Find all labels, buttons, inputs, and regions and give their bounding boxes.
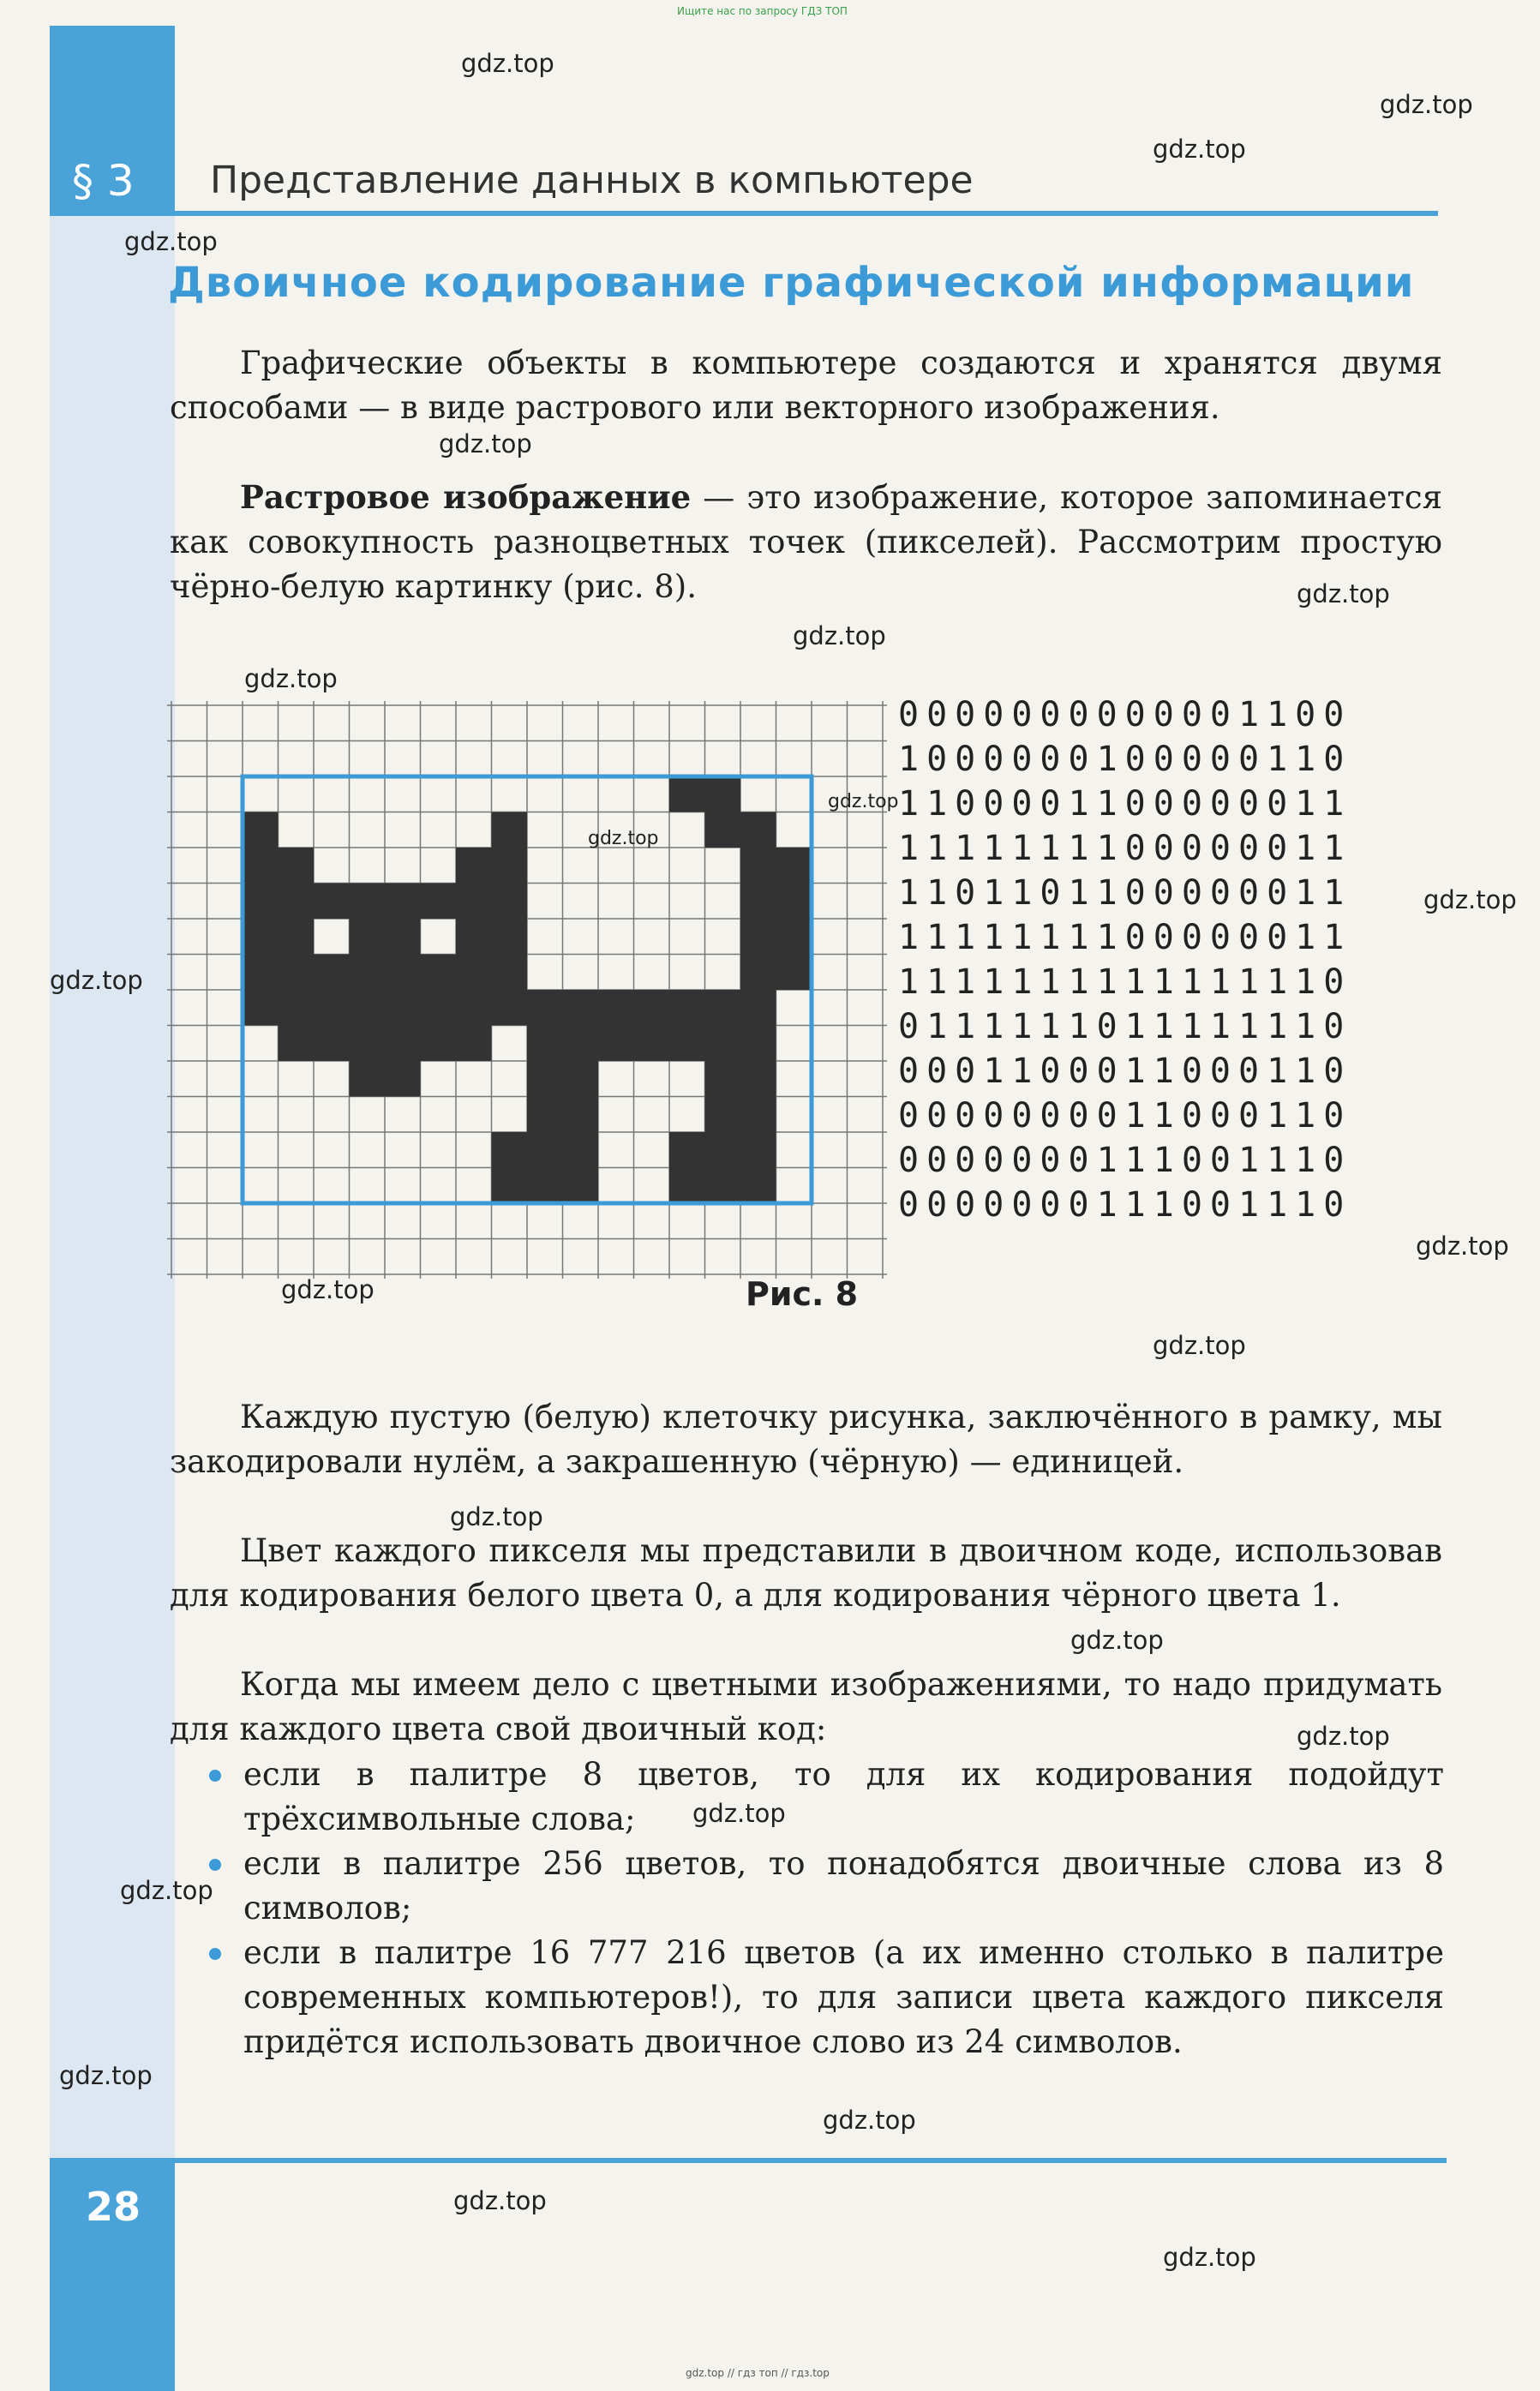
page-number: 28 [86,2184,141,2230]
watermark: gdz.top [461,49,554,78]
watermark: gdz.top [453,2186,547,2215]
black-pixel [421,1026,457,1062]
black-pixel [492,1132,528,1168]
black-pixel [669,1168,705,1204]
black-pixel [279,955,315,991]
watermark: gdz.top [1423,885,1517,914]
black-pixel [563,1097,599,1133]
raster-definition-text: — это изображение, которое запоминается как совокупность разноцветных точек (пикселей). Рассмотрим простую чёрно-белую картинку (рис. 8). [170,479,1442,605]
black-pixel [740,1168,776,1204]
black-pixel [740,1026,776,1062]
black-pixel [776,884,812,920]
section-number: § 3 [72,156,135,206]
black-pixel [776,848,812,884]
black-pixel [563,1026,599,1062]
black-pixel [740,812,776,848]
black-pixel [740,1061,776,1097]
bullet-item: если в палитре 8 цветов, то для их кодирования подойдут трёхсимвольные слова; [206,1753,1444,1842]
black-pixel [279,848,315,884]
black-pixel [740,1097,776,1133]
watermark: gdz.top [59,2061,153,2090]
black-pixel [385,884,421,920]
black-pixel [669,776,705,812]
black-pixel [279,884,315,920]
watermark: gdz.top [1163,2243,1256,2272]
palette-bullet-list [206,1753,1444,2064]
black-pixel [705,812,741,848]
black-pixel [563,1061,599,1097]
bullet-item: если в палитре 256 цветов, то понадобятся двоичные слова из 8 символов; [206,1842,1444,1931]
black-pixel [279,1026,315,1062]
binary-code-listing [898,692,1351,1227]
black-pixel [314,884,350,920]
black-pixel [350,955,386,991]
black-pixel [705,1061,741,1097]
black-pixel [563,1132,599,1168]
watermark: gdz.top [828,791,899,812]
binary-code-row: 0000000111001110 [898,1185,1352,1225]
binary-code-row: 1111111100000011 [898,918,1352,957]
black-pixel [527,1061,563,1097]
black-pixel [456,1026,492,1062]
black-pixel [634,1026,670,1062]
watermark: gdz.top [1380,90,1473,119]
binary-code-row: 1111111100000011 [898,829,1352,868]
black-pixel [527,1026,563,1062]
black-pixel [492,1168,528,1204]
black-pixel [385,1061,421,1097]
black-pixel [492,990,528,1026]
black-pixel [314,955,350,991]
black-pixel [456,990,492,1026]
black-pixel [669,1132,705,1168]
black-pixel [456,848,492,884]
binary-code-row: 0000000011000110 [898,1096,1352,1136]
top-note: Ищите нас по запросу ГДЗ ТОП [677,5,848,17]
watermark: gdz.top [793,621,886,650]
black-pixel [243,884,279,920]
black-pixel [456,919,492,955]
black-pixel [314,1026,350,1062]
watermark: gdz.top [120,1876,213,1905]
binary-code-row: 1000000100000110 [898,740,1352,779]
black-pixel [563,1168,599,1204]
black-pixel [598,1026,634,1062]
black-pixel [314,990,350,1026]
black-pixel [740,955,776,991]
black-pixel [492,919,528,955]
footer-rule [50,2158,1447,2163]
watermark: gdz.top [823,2106,916,2135]
black-pixel [705,1168,741,1204]
paragraph-intro: Графические объекты в компьютере создаются и хранятся двумя способами — в виде растрового или векторного изображения. [170,345,1442,426]
black-pixel [492,848,528,884]
black-pixel [421,884,457,920]
black-pixel [350,919,386,955]
watermark: gdz.top [1416,1231,1509,1261]
black-pixel [634,990,670,1026]
binary-code-row: 1111111111111110 [898,962,1352,1002]
binary-code-row: 0111111011111110 [898,1007,1352,1046]
watermark: gdz.top [1297,1722,1390,1751]
black-pixel [740,990,776,1026]
left-margin-strip [50,26,175,2391]
black-pixel [385,955,421,991]
paragraph-color-images: Когда мы имеем дело с цветными изображениями, то надо придумать для каждого цвета свой двоичный код: [170,1666,1442,1747]
black-pixel [527,1132,563,1168]
black-pixel [527,1168,563,1204]
binary-code-row: 0000000111001110 [898,1141,1352,1180]
black-pixel [421,955,457,991]
watermark: gdz.top [692,1799,786,1828]
black-pixel [243,955,279,991]
term-raster-image: Растровое изображение [240,478,692,516]
black-pixel [243,990,279,1026]
black-pixel [385,990,421,1026]
watermark: gdz.top [124,227,218,256]
bottom-note: gdz.top // гдз топ // гдз.top [686,2367,830,2379]
black-pixel [740,1132,776,1168]
black-pixel [740,884,776,920]
binary-code-row: 1101101100000011 [898,873,1352,913]
black-pixel [705,776,741,812]
watermark: gdz.top [1070,1626,1164,1655]
black-pixel [705,990,741,1026]
black-pixel [350,1061,386,1097]
black-pixel [492,955,528,991]
watermark: gdz.top [1153,135,1246,164]
bullet-dot-icon [209,1770,221,1782]
watermark: gdz.top [588,828,659,849]
paragraph-raster-definition [170,475,1442,609]
black-pixel [669,990,705,1026]
black-pixel [350,884,386,920]
black-pixel [492,884,528,920]
watermark: gdz.top [50,966,143,995]
black-pixel [243,812,279,848]
paragraph-color-code: Цвет каждого пикселя мы представили в двоичном коде, использовав для кодирования белого цвета 0, а для кодирования чёрного цвета 1. [170,1532,1442,1614]
bullet-item: если в палитре 16 777 216 цветов (а их именно столько в палитре современных компьютеров!), то для записи цвета каждого пикселя придётся использовать двоичное слово из 24 символов. [206,1931,1444,2064]
binary-code-row: 0000000000001100 [898,695,1352,734]
watermark: gdz.top [1153,1331,1246,1360]
black-pixel [669,1026,705,1062]
black-pixel [421,990,457,1026]
black-pixel [705,1026,741,1062]
figure-caption: Рис. 8 [746,1275,859,1313]
black-pixel [527,990,563,1026]
watermark: gdz.top [1297,579,1390,608]
black-pixel [279,919,315,955]
black-pixel [776,955,812,991]
binary-code-row: 1100001100000011 [898,784,1352,824]
pixel-grid-figure [167,701,887,1279]
black-pixel [243,848,279,884]
black-pixel [705,1097,741,1133]
black-pixel [350,1026,386,1062]
chapter-title: Представление данных в компьютере [210,159,974,202]
black-pixel [705,1132,741,1168]
black-pixel [598,990,634,1026]
black-pixel [776,919,812,955]
bullet-dot-icon [209,1859,221,1871]
watermark: gdz.top [450,1502,543,1531]
black-pixel [243,919,279,955]
black-pixel [527,1097,563,1133]
black-pixel [279,990,315,1026]
watermark: gdz.top [244,664,338,693]
black-pixel [563,990,599,1026]
header-rule [50,211,1438,216]
black-pixel [385,1026,421,1062]
watermark: gdz.top [439,429,532,458]
bullet-dot-icon [209,1948,221,1960]
watermark: gdz.top [281,1275,375,1304]
black-pixel [740,848,776,884]
black-pixel [492,812,528,848]
paragraph-encoding: Каждую пустую (белую) клеточку рисунка, заключённого в рамку, мы закодировали нулём, а закрашенную (чёрную) — единицей. [170,1399,1442,1480]
black-pixel [350,990,386,1026]
black-pixel [740,919,776,955]
section-title: Двоичное кодирование графической информации [168,259,1415,307]
black-pixel [456,955,492,991]
binary-code-row: 0001100011000110 [898,1052,1352,1091]
black-pixel [385,919,421,955]
black-pixel [456,884,492,920]
